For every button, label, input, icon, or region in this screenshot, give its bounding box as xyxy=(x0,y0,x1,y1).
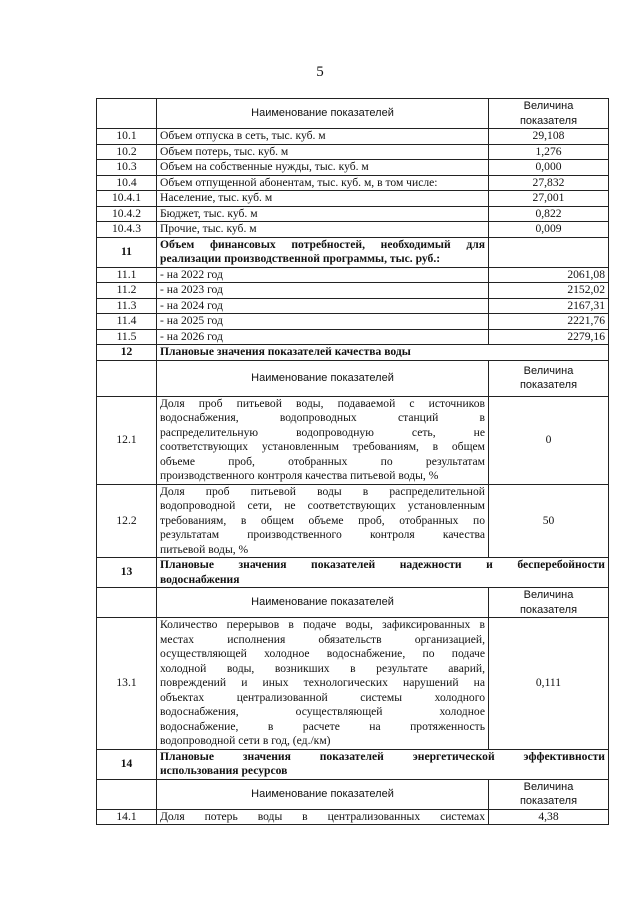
section-title xyxy=(157,558,609,588)
row-number: 10.3 xyxy=(97,160,157,176)
section-number: 14 xyxy=(97,749,157,779)
row-value: 0,009 xyxy=(489,222,609,238)
header-value-label-1: Величина xyxy=(523,100,574,112)
section-title-line: Плановые значения показателей энергетической эффективности xyxy=(160,749,605,763)
row-value: 50 xyxy=(489,484,609,558)
table-header-row xyxy=(97,779,609,809)
row-number: 10.2 xyxy=(97,144,157,160)
row-value: 2061,08 xyxy=(489,267,609,283)
row-value: 2221,76 xyxy=(489,314,609,330)
row-value: 27,001 xyxy=(489,191,609,207)
table-row xyxy=(97,283,609,299)
row-number: 11.2 xyxy=(97,283,157,299)
table-row xyxy=(97,206,609,222)
header-num-cell xyxy=(97,99,157,129)
row-name: - на 2023 год xyxy=(157,283,489,299)
table-row xyxy=(97,314,609,330)
row-number: 10.4.1 xyxy=(97,191,157,207)
table-row xyxy=(97,191,609,207)
row-value: 0,000 xyxy=(489,160,609,176)
row-number: 13.1 xyxy=(97,618,157,750)
text-line: Количество перерывов в подаче воды, зафиксированных в xyxy=(160,618,485,631)
table-row xyxy=(97,809,609,825)
section-number: 11 xyxy=(97,237,157,267)
header-name-cell: Наименование показателей xyxy=(157,779,489,809)
section-row-11 xyxy=(97,237,609,267)
text-line: водопроводной сети в год, (ед./км) xyxy=(160,734,331,747)
table-row xyxy=(97,618,609,750)
row-value: 0,822 xyxy=(489,206,609,222)
header-value-cell xyxy=(489,588,609,618)
row-number: 14.1 xyxy=(97,809,157,825)
table-header-row xyxy=(97,360,609,396)
header-value-label-2: показателя xyxy=(519,379,578,391)
row-name: - на 2024 год xyxy=(157,298,489,314)
text-line: результатам производственного контроля качества xyxy=(160,528,485,541)
text-line: местах исполнения обязательств организацией, xyxy=(160,632,485,646)
section-title-line: Объем финансовых потребностей, необходимый для xyxy=(160,237,485,251)
section-title: Плановые значения показателей качества воды xyxy=(157,345,609,361)
indicators-table xyxy=(96,98,609,825)
section-row-13 xyxy=(97,558,609,588)
row-value: 1,276 xyxy=(489,144,609,160)
row-name xyxy=(157,618,489,750)
header-value-cell xyxy=(489,99,609,129)
header-value-label-1: Величина xyxy=(523,364,574,377)
header-value-label-2: показателя xyxy=(519,114,578,127)
row-value: 27,832 xyxy=(489,175,609,191)
table-row xyxy=(97,129,609,145)
text-line: питьевой воды, % xyxy=(160,542,249,556)
text-line: Доля проб питьевой воды в распределительной xyxy=(160,484,485,498)
table-row xyxy=(97,175,609,191)
row-name: Объем отпуска в сеть, тыс. куб. м xyxy=(157,129,489,145)
header-value-cell xyxy=(489,779,609,809)
row-value: 2167,31 xyxy=(489,298,609,314)
row-name: Объем на собственные нужды, тыс. куб. м xyxy=(157,160,489,176)
text-line: объектах централизованной системы холодного xyxy=(160,690,485,704)
row-value: 29,108 xyxy=(489,129,609,145)
row-value: 4,38 xyxy=(489,809,609,825)
section-title xyxy=(157,749,609,779)
header-num-cell xyxy=(97,588,157,618)
row-name xyxy=(157,809,489,825)
row-value: 2279,16 xyxy=(489,329,609,345)
page-number: 5 xyxy=(316,64,324,80)
row-number: 11.1 xyxy=(97,267,157,283)
table-row xyxy=(97,144,609,160)
text-line: Доля проб питьевой воды, подаваемой с источников xyxy=(160,396,485,410)
row-name xyxy=(157,396,489,484)
text-line: водоснабжения, осуществляющей холодное xyxy=(160,705,485,718)
header-value-label-2: показателя xyxy=(519,795,578,807)
section-row-12 xyxy=(97,345,609,361)
table-row xyxy=(97,396,609,484)
row-number: 11.4 xyxy=(97,314,157,330)
section-value-cell xyxy=(489,237,609,267)
row-value: 0,111 xyxy=(489,618,609,750)
table-row xyxy=(97,160,609,176)
row-number: 12.1 xyxy=(97,396,157,484)
row-name: Бюджет, тыс. куб. м xyxy=(157,206,489,222)
section-title xyxy=(157,237,489,267)
table-row xyxy=(97,267,609,283)
header-name-cell: Наименование показателей xyxy=(157,360,489,396)
row-name: - на 2022 год xyxy=(157,267,489,283)
text-line: распределительную водопроводную сеть, не xyxy=(160,425,485,439)
row-name: - на 2026 год xyxy=(157,329,489,345)
section-title-line: реализации производственной программы, тыс. руб.: xyxy=(160,252,441,265)
table-row xyxy=(97,484,609,558)
header-name-cell: Наименование показателей xyxy=(157,588,489,618)
table-header-row xyxy=(97,99,609,129)
table-row xyxy=(97,298,609,314)
section-row-14 xyxy=(97,749,609,779)
table-row xyxy=(97,329,609,345)
table-row xyxy=(97,222,609,238)
table-header-row xyxy=(97,588,609,618)
section-number: 13 xyxy=(97,558,157,588)
text-line: повреждений и иных технологических нарушений на xyxy=(160,676,485,689)
header-value-label-1: Величина xyxy=(523,589,574,601)
header-value-label-2: показателя xyxy=(519,603,578,616)
row-value: 2152,02 xyxy=(489,283,609,299)
text-line: Доля потерь воды в централизованных системах xyxy=(160,809,485,823)
row-number: 10.4 xyxy=(97,175,157,191)
row-number: 10.4.2 xyxy=(97,206,157,222)
section-number: 12 xyxy=(97,345,157,361)
row-value: 0 xyxy=(489,396,609,484)
header-num-cell xyxy=(97,360,157,396)
row-number: 11.3 xyxy=(97,298,157,314)
text-line: водопроводной сети, не соответствующих установленным xyxy=(160,499,485,512)
header-name-cell: Наименование показателей xyxy=(157,99,489,129)
row-name: Объем потерь, тыс. куб. м xyxy=(157,144,489,160)
row-number: 10.1 xyxy=(97,129,157,145)
row-number: 12.2 xyxy=(97,484,157,558)
section-title-line: использования ресурсов xyxy=(160,764,288,777)
row-number: 11.5 xyxy=(97,329,157,345)
text-line: производственного контроля качества питьевой воды, % xyxy=(160,469,439,482)
section-title-line: Плановые значения показателей надежности и бесперебойности xyxy=(160,558,605,571)
text-line: водоснабжения, водопроводных станций в xyxy=(160,411,485,424)
text-line: осуществляющей холодное водоснабжение, по подаче xyxy=(160,647,485,660)
row-name: Население, тыс. куб. м xyxy=(157,191,489,207)
text-line: требованиям, в общем объеме проб, отобранных по xyxy=(160,513,485,527)
row-name: Прочие, тыс. куб. м xyxy=(157,222,489,238)
row-name xyxy=(157,484,489,558)
text-line: водоснабжение, в расчете на протяженность xyxy=(160,719,485,733)
text-line: соответствующих установленным требованиям, в общем xyxy=(160,440,485,453)
text-line: холодной воды, возникших в результате аварий, xyxy=(160,661,485,675)
text-line: объеме проб, отобранных по результатам xyxy=(160,454,485,468)
header-value-label-1: Величина xyxy=(523,780,574,793)
header-num-cell xyxy=(97,779,157,809)
section-title-line: водоснабжения xyxy=(160,572,240,586)
header-value-cell xyxy=(489,360,609,396)
row-name: Объем отпущенной абонентам, тыс. куб. м, в том числе: xyxy=(157,175,489,191)
row-number: 10.4.3 xyxy=(97,222,157,238)
row-name: - на 2025 год xyxy=(157,314,489,330)
